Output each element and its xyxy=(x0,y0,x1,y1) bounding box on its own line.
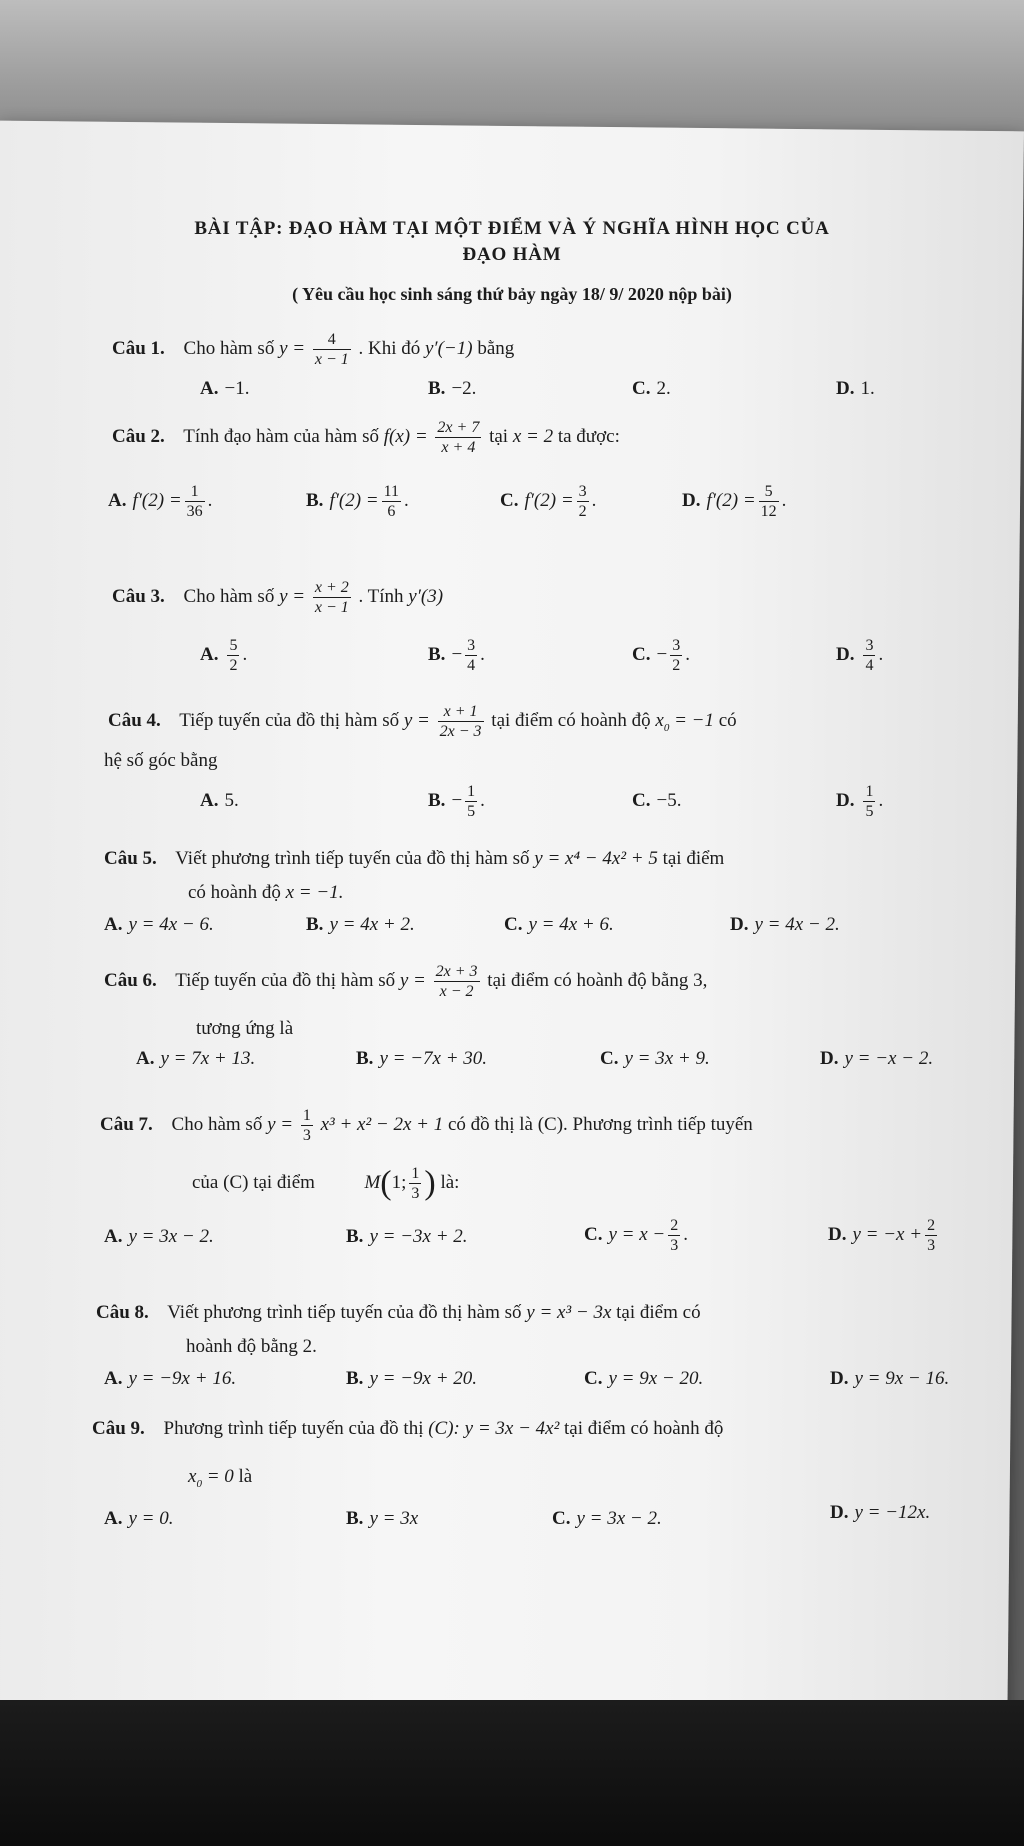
option-letter: C. xyxy=(500,490,519,512)
math: y = xyxy=(267,1114,294,1136)
option-letter: A. xyxy=(104,914,123,935)
fraction xyxy=(227,636,239,675)
numerator: 2 xyxy=(925,1216,937,1236)
option-letter: D. xyxy=(830,1502,849,1523)
denominator: 4 xyxy=(467,657,476,675)
answer-option-c: C. − $\frac{3}{2}$ . xyxy=(632,637,690,675)
fraction xyxy=(313,578,351,617)
question-2 xyxy=(112,418,620,457)
answer-option-b xyxy=(306,914,415,936)
numerator: 5 xyxy=(227,636,239,656)
math: M xyxy=(364,1172,381,1194)
fraction xyxy=(925,1216,937,1255)
question-label: Câu 9. xyxy=(92,1418,145,1439)
answer-option-d: D. $\frac{3}{4}$ . xyxy=(836,637,884,675)
option-end: . xyxy=(591,490,597,512)
question-text: Tiếp tuyến của đồ thị hàm số xyxy=(179,710,400,732)
answer-option-c xyxy=(632,790,681,812)
option-letter: C. xyxy=(632,644,651,666)
option-letter: A. xyxy=(200,378,219,399)
option-value: y = −12x. xyxy=(854,1502,931,1523)
numerator: 1 xyxy=(465,782,477,802)
fraction xyxy=(438,702,484,741)
answer-option-d: D. $\frac{1}{5}$ . xyxy=(836,783,884,821)
answer-option-a xyxy=(200,378,249,400)
question-8-line2: hoành độ bằng 2. xyxy=(186,1336,317,1357)
fraction xyxy=(670,636,682,675)
question-label: Câu 2. xyxy=(112,426,165,448)
question-label: Câu 6. xyxy=(104,970,157,992)
option-letter: A. xyxy=(104,1226,123,1247)
denominator: x − 2 xyxy=(439,983,474,1001)
denominator: 36 xyxy=(186,503,203,521)
option-value: y = 4x + 6. xyxy=(528,914,614,935)
math: f(x) = xyxy=(383,426,428,448)
answer-option-b xyxy=(346,1368,477,1390)
math: y = xyxy=(399,970,426,992)
answer-option-c xyxy=(504,914,614,936)
numerator: x + 2 xyxy=(313,578,351,598)
option-letter: D. xyxy=(836,378,855,399)
question-text: Viết phương trình tiếp tuyến của đồ thị hàm số xyxy=(175,848,530,869)
numerator: 4 xyxy=(313,330,351,350)
question-text: Cho hàm số xyxy=(183,338,275,360)
question-text: tại điểm có xyxy=(616,1302,701,1323)
option-letter: A. xyxy=(200,644,219,666)
denominator: 3 xyxy=(411,1185,420,1203)
question-text: Viết phương trình tiếp tuyến của đồ thị hàm số xyxy=(167,1302,522,1323)
question-label: Câu 7. xyxy=(100,1114,153,1136)
question-label: Câu 1. xyxy=(112,338,165,360)
denominator: 2x − 3 xyxy=(439,723,482,741)
answer-option-b: B. − $\frac{3}{4}$ . xyxy=(428,637,485,675)
math: y = xyxy=(279,338,306,360)
question-text: có hoành độ xyxy=(188,882,281,903)
question-4 xyxy=(108,702,737,741)
denominator: x + 4 xyxy=(441,439,476,457)
option-value: y = −9x + 16. xyxy=(128,1368,237,1389)
question-text: tại xyxy=(489,426,509,448)
answer-option-b xyxy=(346,1226,468,1248)
option-value: f′(2) = xyxy=(329,490,379,512)
denominator: 6 xyxy=(387,503,396,521)
denominator: 4 xyxy=(865,657,874,675)
question-7-line2: của (C) tại điểm M(1; $\frac{1}{3}$ ) là: xyxy=(192,1164,460,1203)
fraction xyxy=(863,782,875,821)
question-text: của (C) tại điểm xyxy=(192,1172,315,1194)
question-text: Cho hàm số xyxy=(171,1114,263,1136)
question-6 xyxy=(104,962,707,1001)
option-value: f′(2) = xyxy=(132,490,182,512)
denominator: 3 xyxy=(927,1237,936,1255)
answer-option-a xyxy=(104,1226,214,1248)
option-letter: B. xyxy=(428,378,446,399)
numerator: 1 xyxy=(185,482,205,502)
option-value: y = 3x + 9. xyxy=(624,1048,710,1069)
question-text: tại điểm có hoành độ bằng 3, xyxy=(487,970,708,992)
question-1 xyxy=(112,330,514,369)
option-letter: C. xyxy=(584,1224,603,1246)
question-6-line2: tương ứng là xyxy=(196,1018,294,1039)
option-end: . xyxy=(404,490,409,512)
denominator: 12 xyxy=(760,503,777,521)
numerator: 2 xyxy=(668,1216,680,1236)
denominator: 2 xyxy=(578,503,587,521)
fraction xyxy=(409,1164,421,1203)
option-letter: D. xyxy=(820,1048,839,1069)
math: x = 2 xyxy=(512,426,554,448)
question-text: Phương trình tiếp tuyến của đồ thị xyxy=(163,1418,424,1439)
option-value: y = x − xyxy=(608,1224,666,1246)
fraction xyxy=(435,418,481,457)
option-letter: B. xyxy=(356,1048,374,1069)
answer-option-b xyxy=(346,1508,418,1530)
answer-option-d xyxy=(820,1048,933,1070)
option-end: . xyxy=(781,490,787,512)
question-text: Cho hàm số xyxy=(183,586,275,608)
question-5-line2 xyxy=(188,882,343,904)
math: y′(3) xyxy=(408,586,444,608)
fraction xyxy=(313,330,351,369)
option-value: y = −x + xyxy=(852,1224,923,1246)
answer-option-d xyxy=(836,378,875,400)
question-3 xyxy=(112,578,443,617)
denominator: 5 xyxy=(467,803,476,821)
answer-option-a xyxy=(200,790,239,812)
option-letter: C. xyxy=(632,378,651,399)
answer-option-d xyxy=(830,1368,949,1390)
fraction xyxy=(301,1106,313,1145)
fraction xyxy=(434,962,480,1001)
option-value: y = −9x + 20. xyxy=(369,1368,478,1389)
option-letter: D. xyxy=(682,490,701,512)
math xyxy=(188,1466,234,1490)
math: (C): y = 3x − 4x² xyxy=(428,1418,560,1439)
option-letter: A. xyxy=(136,1048,155,1069)
option-value: y = 3x − 2. xyxy=(576,1508,662,1529)
option-value: −2. xyxy=(451,378,477,399)
numerator: 2x + 7 xyxy=(435,418,481,438)
answer-option-b xyxy=(306,482,409,521)
option-value: y = 0. xyxy=(128,1508,174,1529)
numerator: 11 xyxy=(382,482,401,502)
option-value: y = 7x + 13. xyxy=(160,1048,256,1069)
answer-option-d xyxy=(828,1216,940,1255)
question-label: Câu 5. xyxy=(104,848,157,869)
question-text: là xyxy=(238,1466,253,1487)
question-8 xyxy=(96,1302,701,1324)
math-var: x xyxy=(655,710,664,732)
option-sign: − xyxy=(451,644,463,666)
option-letter: C. xyxy=(600,1048,619,1069)
question-7 xyxy=(100,1106,753,1145)
numerator: 3 xyxy=(465,636,477,656)
option-value: −5. xyxy=(656,790,682,811)
answer-option-c xyxy=(632,378,671,400)
option-value: −1. xyxy=(224,378,250,399)
answer-option-a xyxy=(104,914,214,936)
option-letter: B. xyxy=(346,1368,364,1389)
option-letter: B. xyxy=(346,1226,364,1247)
answer-option-c xyxy=(584,1368,703,1390)
math-val: = −1 xyxy=(674,710,714,732)
option-value: f′(2) = xyxy=(706,490,756,512)
option-sign: − xyxy=(451,790,463,812)
question-9 xyxy=(92,1418,723,1440)
question-5 xyxy=(104,848,724,870)
question-text: ta được: xyxy=(557,426,620,448)
question-text: là: xyxy=(440,1172,460,1194)
option-value: 5. xyxy=(224,790,239,811)
numerator: 3 xyxy=(577,482,589,502)
option-letter: A. xyxy=(104,1508,123,1529)
option-value: y = 9x − 20. xyxy=(608,1368,704,1389)
fraction xyxy=(185,482,205,521)
option-letter: A. xyxy=(104,1368,123,1389)
answer-option-a xyxy=(104,1368,236,1390)
denominator: x − 1 xyxy=(314,351,349,369)
option-value: y = 9x − 16. xyxy=(854,1368,950,1389)
worksheet-title-line1: BÀI TẬP: ĐẠO HÀM TẠI MỘT ĐIỂM VÀ Ý NGHĨA HÌNH HỌC CỦA xyxy=(194,218,830,239)
option-end: . xyxy=(683,1224,688,1246)
math: x³ + x² − 2x + 1 xyxy=(320,1114,444,1136)
math: y′(−1) xyxy=(425,338,473,360)
option-letter: C. xyxy=(584,1368,603,1389)
option-letter: C. xyxy=(504,914,523,935)
numerator: 5 xyxy=(759,482,779,502)
numerator: 1 xyxy=(863,782,875,802)
answer-option-d xyxy=(730,914,840,936)
worksheet-title-line2: ĐẠO HÀM xyxy=(462,244,562,265)
question-text: tại điểm có hoành độ xyxy=(564,1418,724,1439)
answer-option-c xyxy=(552,1508,662,1530)
option-value: y = 4x − 6. xyxy=(128,914,214,935)
fraction xyxy=(863,636,875,675)
question-text: tại điểm có hoành độ xyxy=(491,710,651,732)
fraction xyxy=(382,482,401,521)
denominator: 5 xyxy=(865,803,874,821)
option-value: y = 3x − 2. xyxy=(128,1226,214,1247)
question-text: Tiếp tuyến của đồ thị hàm số xyxy=(175,970,396,992)
numerator: x + 1 xyxy=(438,702,484,722)
answer-option-d xyxy=(682,482,786,521)
math: 1; xyxy=(391,1172,407,1194)
denominator: 3 xyxy=(670,1237,679,1255)
math-sub: 0 xyxy=(196,1477,202,1490)
numerator: 1 xyxy=(301,1106,313,1126)
answer-option-b xyxy=(356,1048,487,1070)
denominator: 2 xyxy=(672,657,681,675)
option-letter: D. xyxy=(830,1368,849,1389)
answer-option-a xyxy=(104,1508,174,1530)
answer-option-a xyxy=(108,482,212,521)
option-letter: B. xyxy=(306,914,324,935)
option-letter: C. xyxy=(552,1508,571,1529)
option-value: y = −7x + 30. xyxy=(379,1048,488,1069)
option-letter: B. xyxy=(428,790,446,812)
option-value: 1. xyxy=(860,378,875,399)
worksheet-subtitle: ( Yêu cầu học sinh sáng thứ bảy ngày 18/ 9/ 2020 nộp bài) xyxy=(292,284,732,304)
math: y = x³ − 3x xyxy=(526,1302,612,1323)
math: y = xyxy=(279,586,306,608)
question-text: tại điểm xyxy=(662,848,725,869)
numerator: 3 xyxy=(670,636,682,656)
answer-option-a: A. $\frac{5}{2}$ . xyxy=(200,637,248,675)
option-value: y = −3x + 2. xyxy=(369,1226,468,1247)
denominator: 2 xyxy=(229,657,238,675)
answer-option-c xyxy=(584,1216,688,1255)
answer-option-c xyxy=(600,1048,710,1070)
option-letter: A. xyxy=(108,490,127,512)
question-label: Câu 3. xyxy=(112,586,165,608)
fraction xyxy=(465,636,477,675)
answer-option-d xyxy=(830,1502,930,1524)
answer-option-b: B. − $\frac{1}{5}$ . xyxy=(428,783,485,821)
fraction xyxy=(465,782,477,821)
option-value: y = −x − 2. xyxy=(844,1048,934,1069)
question-text: có xyxy=(718,710,737,732)
option-value: 2. xyxy=(656,378,671,399)
option-letter: B. xyxy=(346,1508,364,1529)
option-letter: D. xyxy=(836,644,855,666)
option-letter: B. xyxy=(306,490,324,512)
option-letter: A. xyxy=(200,790,219,811)
option-letter: D. xyxy=(730,914,749,935)
math-sub: 0 xyxy=(663,721,670,734)
fraction xyxy=(668,1216,680,1255)
math-var: x xyxy=(188,1466,197,1487)
question-label: Câu 8. xyxy=(96,1302,149,1323)
question-text: . Khi đó xyxy=(358,338,421,360)
numerator: 1 xyxy=(409,1164,421,1184)
option-value: y = 3x xyxy=(369,1508,419,1529)
question-text: bằng xyxy=(477,338,515,360)
denominator: 3 xyxy=(302,1127,311,1145)
question-text: có đồ thị là (C). Phương trình tiếp tuyến xyxy=(448,1114,753,1136)
option-value: y = 4x − 2. xyxy=(754,914,840,935)
math: y = xyxy=(403,710,430,732)
question-label: Câu 4. xyxy=(108,710,161,732)
math: x = −1. xyxy=(285,882,344,903)
numerator: 2x + 3 xyxy=(434,962,480,982)
option-letter: C. xyxy=(632,790,651,811)
math-val: = 0 xyxy=(206,1466,234,1487)
option-value: y = 4x + 2. xyxy=(329,914,415,935)
answer-option-a xyxy=(136,1048,255,1070)
option-letter: B. xyxy=(428,644,446,666)
fraction xyxy=(759,482,779,521)
option-letter: D. xyxy=(836,790,855,812)
option-end: . xyxy=(207,490,213,512)
fraction xyxy=(577,482,589,521)
question-text: . Tính xyxy=(358,586,404,608)
question-9-line2 xyxy=(188,1466,252,1490)
question-4-line2: hệ số góc bằng xyxy=(104,750,218,771)
option-sign: − xyxy=(656,644,668,666)
denominator: x − 1 xyxy=(314,599,349,617)
math: y = x⁴ − 4x² + 5 xyxy=(534,848,658,869)
math xyxy=(655,710,714,734)
answer-option-b xyxy=(428,378,476,400)
option-letter: D. xyxy=(828,1224,847,1246)
option-value: f′(2) = xyxy=(524,490,574,512)
question-text: Tính đạo hàm của hàm số xyxy=(183,426,379,448)
numerator: 3 xyxy=(863,636,875,656)
answer-option-c xyxy=(500,482,596,521)
